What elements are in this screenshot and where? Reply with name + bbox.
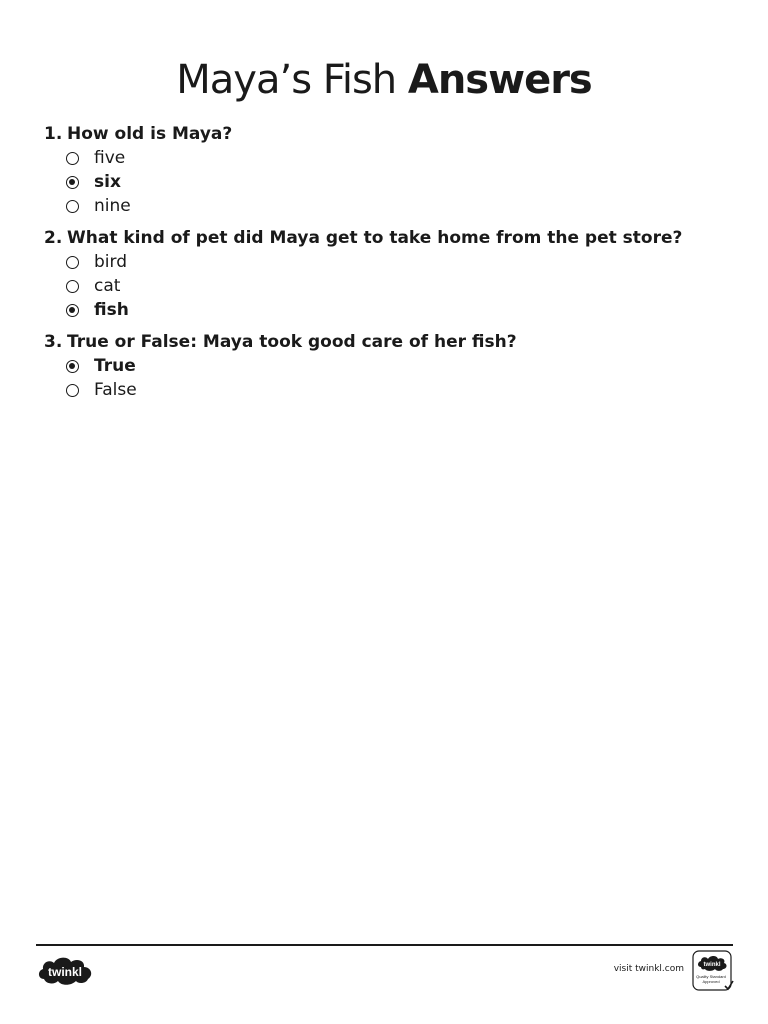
radio-empty-icon[interactable] <box>66 152 79 165</box>
option-label: six <box>94 172 121 192</box>
option-bird[interactable] <box>66 250 734 274</box>
question-number: 3. <box>44 332 63 352</box>
question-2-options <box>44 250 734 322</box>
option-label: fish <box>94 300 129 320</box>
radio-empty-icon[interactable] <box>66 200 79 213</box>
radio-selected-icon[interactable] <box>66 176 79 189</box>
option-true[interactable] <box>66 354 734 378</box>
option-label: True <box>94 356 136 376</box>
question-number: 2. <box>44 228 63 248</box>
page-title-emphasis: Answers <box>407 57 592 103</box>
twinkl-logo-icon[interactable] <box>36 953 96 989</box>
badge-logo-text: twinkl <box>703 962 721 968</box>
question-number: 1. <box>44 124 63 144</box>
question-2-heading <box>44 226 734 250</box>
question-text: How old is Maya? <box>67 124 233 144</box>
question-text: True or False: Maya took good care of her fish? <box>67 332 517 352</box>
option-label: nine <box>94 196 131 216</box>
logo-text: twinkl <box>47 965 83 979</box>
question-3 <box>44 330 734 402</box>
question-1 <box>44 122 734 218</box>
page-title-main: Maya’s Fish <box>176 57 397 103</box>
page-title <box>0 54 768 106</box>
question-list <box>44 122 734 410</box>
question-3-heading <box>44 330 734 354</box>
option-nine[interactable] <box>66 194 734 218</box>
radio-empty-icon[interactable] <box>66 384 79 397</box>
footer-divider <box>36 944 733 946</box>
visit-link[interactable]: visit twinkl.com <box>613 964 684 974</box>
radio-selected-icon[interactable] <box>66 304 79 317</box>
option-six[interactable] <box>66 170 734 194</box>
question-2 <box>44 226 734 322</box>
option-label: cat <box>94 276 121 296</box>
option-fish[interactable] <box>66 298 734 322</box>
badge-caption: Quality Standard Approved <box>696 974 726 984</box>
question-3-options <box>44 354 734 402</box>
option-five[interactable] <box>66 146 734 170</box>
question-text: What kind of pet did Maya get to take home from the pet store? <box>67 228 683 248</box>
radio-empty-icon[interactable] <box>66 280 79 293</box>
option-label: False <box>94 380 137 400</box>
option-label: bird <box>94 252 127 272</box>
question-1-heading <box>44 122 734 146</box>
radio-selected-icon[interactable] <box>66 360 79 373</box>
option-cat[interactable] <box>66 274 734 298</box>
option-label: five <box>94 148 126 168</box>
quality-badge-icon <box>692 950 734 992</box>
option-false[interactable] <box>66 378 734 402</box>
radio-empty-icon[interactable] <box>66 256 79 269</box>
question-1-options <box>44 146 734 218</box>
